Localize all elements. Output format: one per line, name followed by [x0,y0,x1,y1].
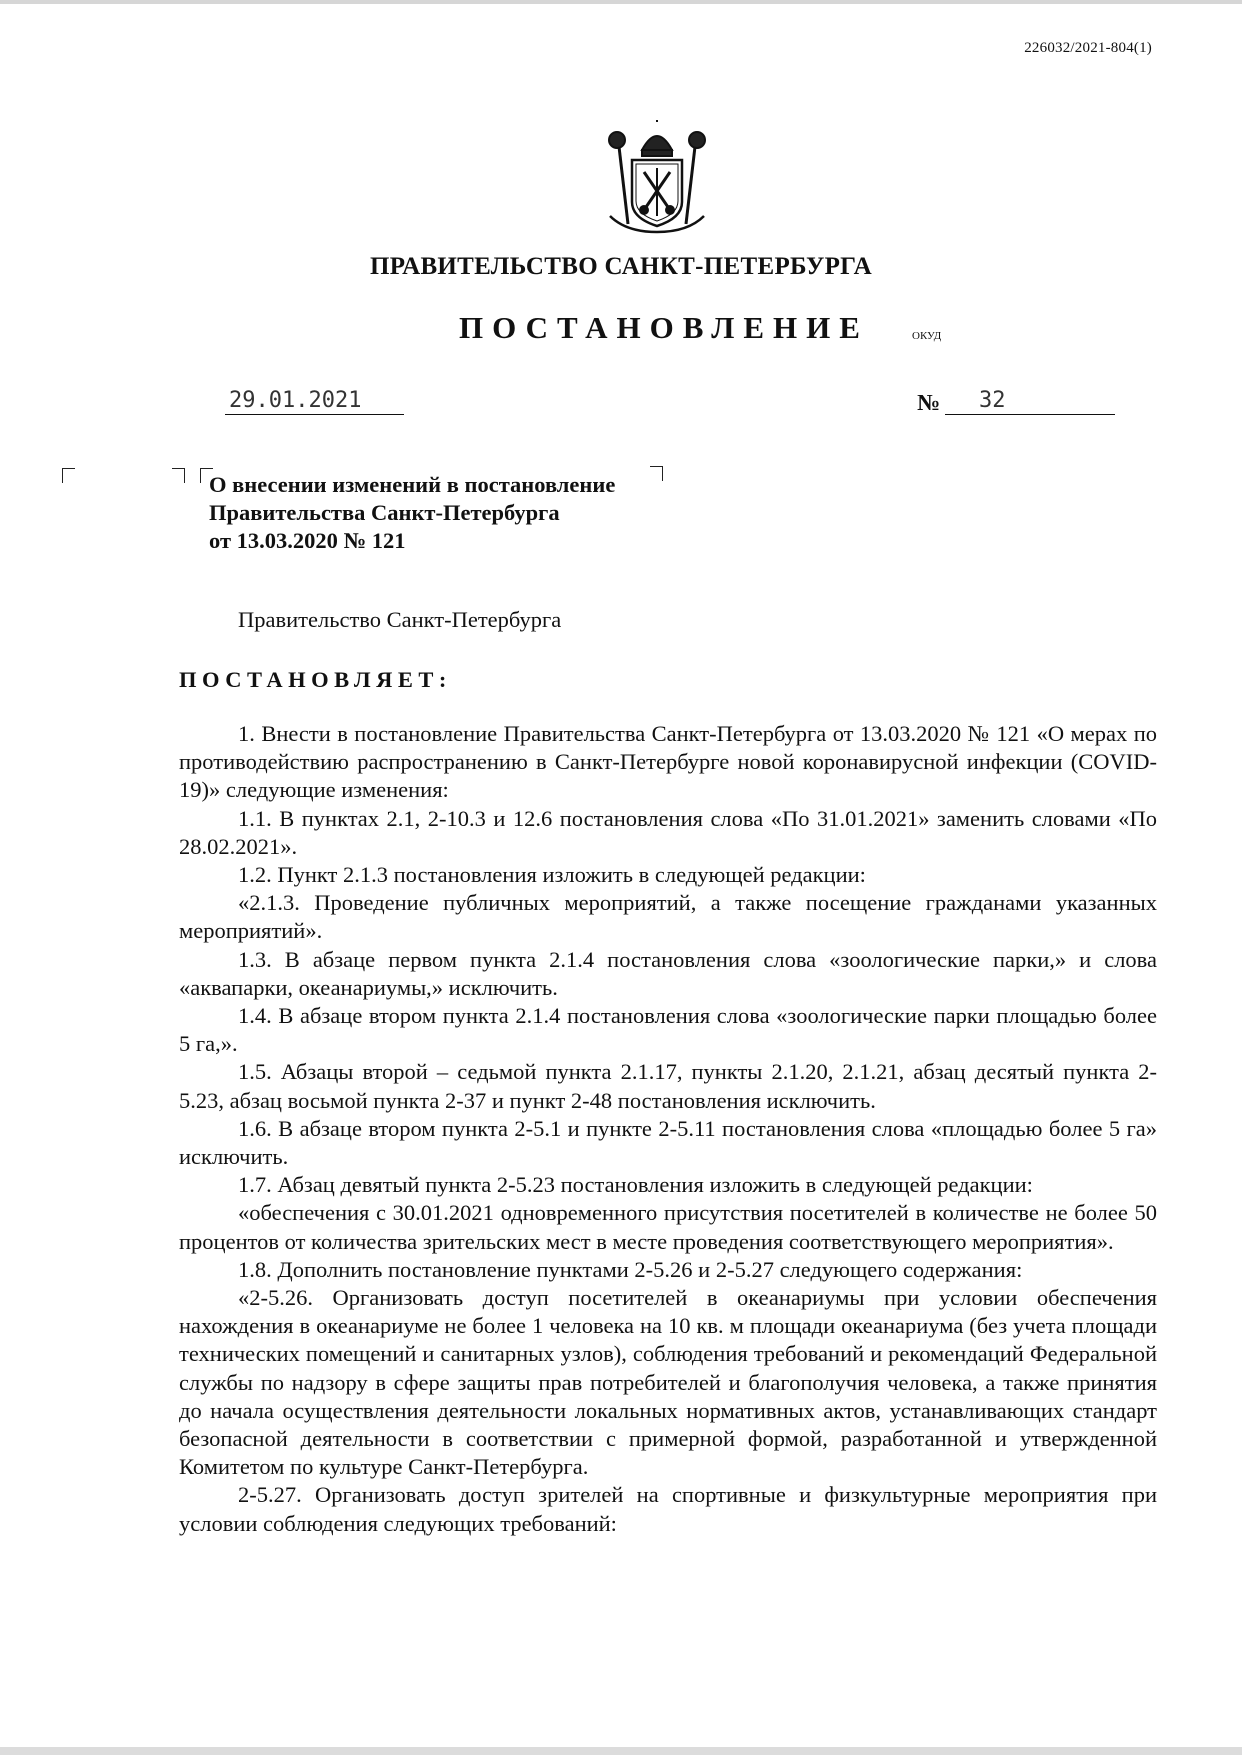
paragraph: 1.7. Абзац девятый пункта 2-5.23 постановления изложить в следующей редакции: [238,1172,1033,1198]
paragraph: 1. Внести в постановление Правительства Санкт-Петербурга от 13.03.2020 № 121 «О мерах по противодействию распространению в Санкт-Петербурге новой коронавирусной инфекции (COVID-19)» следующие изменения: [179,721,1157,803]
paragraph: 1.5. Абзацы второй – седьмой пункта 2.1.17, пункты 2.1.20, 2.1.21, абзац десятый пункта 2-5.23, абзац восьмой пункта 2-37 и пункт 2-48 постановления исключить. [179,1059,1157,1113]
subject-corner-left [62,468,75,483]
paragraph: 1.4. В абзаце втором пункта 2.1.4 постановления слова «зоологические парки площадью более 5 га,». [179,1003,1157,1057]
document-date: 29.01.2021 [225,388,404,415]
subject-line: от 13.03.2020 № 121 [209,528,406,553]
scan-bottom-edge [0,1747,1242,1755]
number-sign: № [917,390,941,415]
paragraph: 1.6. В абзаце втором пункта 2-5.1 и пункте 2-5.11 постановления слова «площадью более 5 га» исключить. [179,1115,1157,1170]
paragraph: 1.1. В пунктах 2.1, 2-10.3 и 12.6 постановления слова «По 31.01.2021» заменить словами «По 28.02.2021». [179,805,1157,859]
subject-corner-left-end [172,468,185,483]
subject-line: О внесении изменений в постановление [209,472,616,497]
document-id: 226032/2021-804(1) [1024,40,1152,56]
document-type: ПОСТАНОВЛЕНИЕ [459,310,869,345]
government-title: ПРАВИТЕЛЬСТВО САНКТ-ПЕТЕРБУРГА [369,253,873,280]
subject-line: Правительства Санкт-Петербурга [209,500,560,525]
document-body [179,720,1157,1538]
paragraph: 1.2. Пункт 2.1.3 постановления изложить в следующей редакции: [238,862,866,888]
paragraph: 1.3. В абзаце первом пункта 2.1.4 постановления слова «зоологические парки,» и слова «аквапарки, океанариумы,» исключить. [179,946,1157,1000]
document-subject [209,471,615,555]
paragraph: 2-5.27. Организовать доступ зрителей на спортивные и физкультурные мероприятия при условии соблюдения следующих требований: [179,1482,1157,1536]
paragraph: «2.1.3. Проведение публичных мероприятий, а также посещение гражданами указанных мероприятий». [179,890,1157,944]
paragraph: «обеспечения с 30.01.2021 одновременного присутствия посетителей в количестве не более 50 процентов от количества зрительских мест в месте проведения соответствующего мероприятия». [179,1200,1157,1254]
paragraph: 1.8. Дополнить постановление пунктами 2-5.26 и 2-5.27 следующего содержания: [238,1256,1023,1282]
subject-corner-right [650,466,663,481]
paragraph: «2-5.26. Организовать доступ посетителей в океанариумы при условии обеспечения нахождения в океанариуме не более 1 человека на 10 кв. м площади океанариума (без учета площади технических помещений и санитарных узлов), соблюдения требований и рекомендаций Федеральной службы по надзору в сфере защиты прав потребителей и благополучия человека, а также принятия до начала осуществления деятельности локальных нормативных актов, устанавливающих стандарт безопасной деятельности в соответствии с примерной формой, разработанной и утвержденной Комитетом по культуре Санкт-Петербурга. [179,1285,1157,1480]
document-number: 32 [945,388,1115,415]
okud-label: ОКУД [912,330,942,342]
resolves-heading: ПОСТАНОВЛЯЕТ: [179,667,452,692]
scan-top-edge [0,0,1242,4]
issuer: Правительство Санкт-Петербурга [238,607,562,632]
coat-of-arms-emblem [596,120,718,234]
